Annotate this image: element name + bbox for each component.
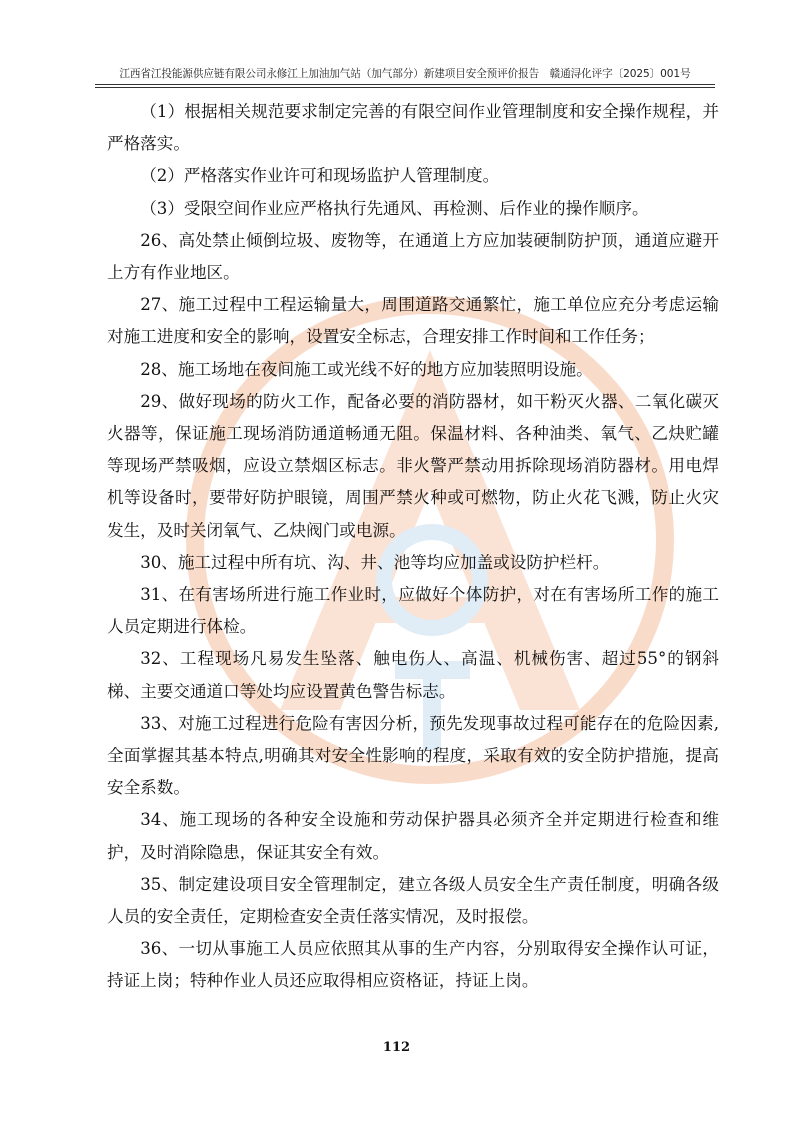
header-rule-double xyxy=(95,87,715,88)
paragraph-33: 33、对施工过程进行危险有害因分析，预先发现事故过程可能存在的危险因素,全面掌握其基本特点,明确其对安全性影响的程度，采取有效的安全防护措施，提高安全系数。 xyxy=(107,713,719,798)
paragraph-2: （2）严格落实作业许可和现场监护人管理制度。 xyxy=(140,166,500,186)
document-body xyxy=(107,96,719,998)
paragraph-26: 26、高处禁止倾倒垃圾、废物等，在通道上方应加装硬制防护顶，通道应避开上方有作业地区。 xyxy=(107,230,719,283)
paragraph-1: （1）根据相关规范要求制定完善的有限空间作业管理制度和安全操作规程，并严格落实。 xyxy=(107,102,719,154)
paragraph-30: 30、施工过程中所有坑、沟、井、池等均应加盖或设防护栏杆。 xyxy=(140,552,610,572)
paragraph-35: 35、制定建设项目安全管理制定，建立各级人员安全生产责任制度，明确各级人员的安全责任，定期检查安全责任落实情况，及时报偿。 xyxy=(107,874,719,927)
paragraph-32: 32、工程现场凡易发生坠落、触电伤人、高温、机械伤害、超过55°的钢斜梯、主要交通道口等处均应设置黄色警告标志。 xyxy=(107,649,719,701)
paragraph-3: （3）受限空间作业应严格执行先通风、再检测、后作业的操作顺序。 xyxy=(140,198,649,218)
page-number: 112 xyxy=(382,1040,411,1055)
paragraph-29: 29、做好现场的防火工作，配备必要的消防器材，如干粉灭火器、二氧化碳灭火器等，保证施工现场消防通道畅通无阻。保温材料、各种油类、氧气、乙炔贮罐等现场严禁吸烟，应设立禁烟区标志。非火警严禁动用拆除现场消防器材。用电焊机等设备时，要带好防护眼镜，周围严禁火种或可燃物，防止火花飞溅，防止火灾发生，及时关闭氧气、乙炔阀门或电源。 xyxy=(107,391,719,540)
header-rule xyxy=(95,84,715,85)
paragraph-34: 34、施工现场的各种安全设施和劳动保护器具必须齐全并定期进行检查和维护，及时消除隐患，保证其安全有效。 xyxy=(107,810,719,862)
paragraph-27: 27、施工过程中工程运输量大，周围道路交通繁忙，施工单位应充分考虑运输对施工进度和安全的影响，设置安全标志，合理安排工作时间和工作任务； xyxy=(107,295,719,347)
paragraph-28: 28、施工场地在夜间施工或光线不好的地方应加装照明设施。 xyxy=(140,359,593,379)
paragraph-31: 31、在有害场所进行施工作业时，应做好个体防护，对在有害场所工作的施工人员定期进行体检。 xyxy=(107,585,719,637)
running-header: 江西省江投能源供应链有限公司永修江上加油加气站（加气部分）新建项目安全预评价报告 赣通浔化评字〔2025〕001号 xyxy=(119,68,691,80)
paragraph-36: 36、一切从事施工人员应依照其从事的生产内容，分别取得安全操作认可证，持证上岗；特种作业人员还应取得相应资格证，持证上岗。 xyxy=(107,939,719,991)
